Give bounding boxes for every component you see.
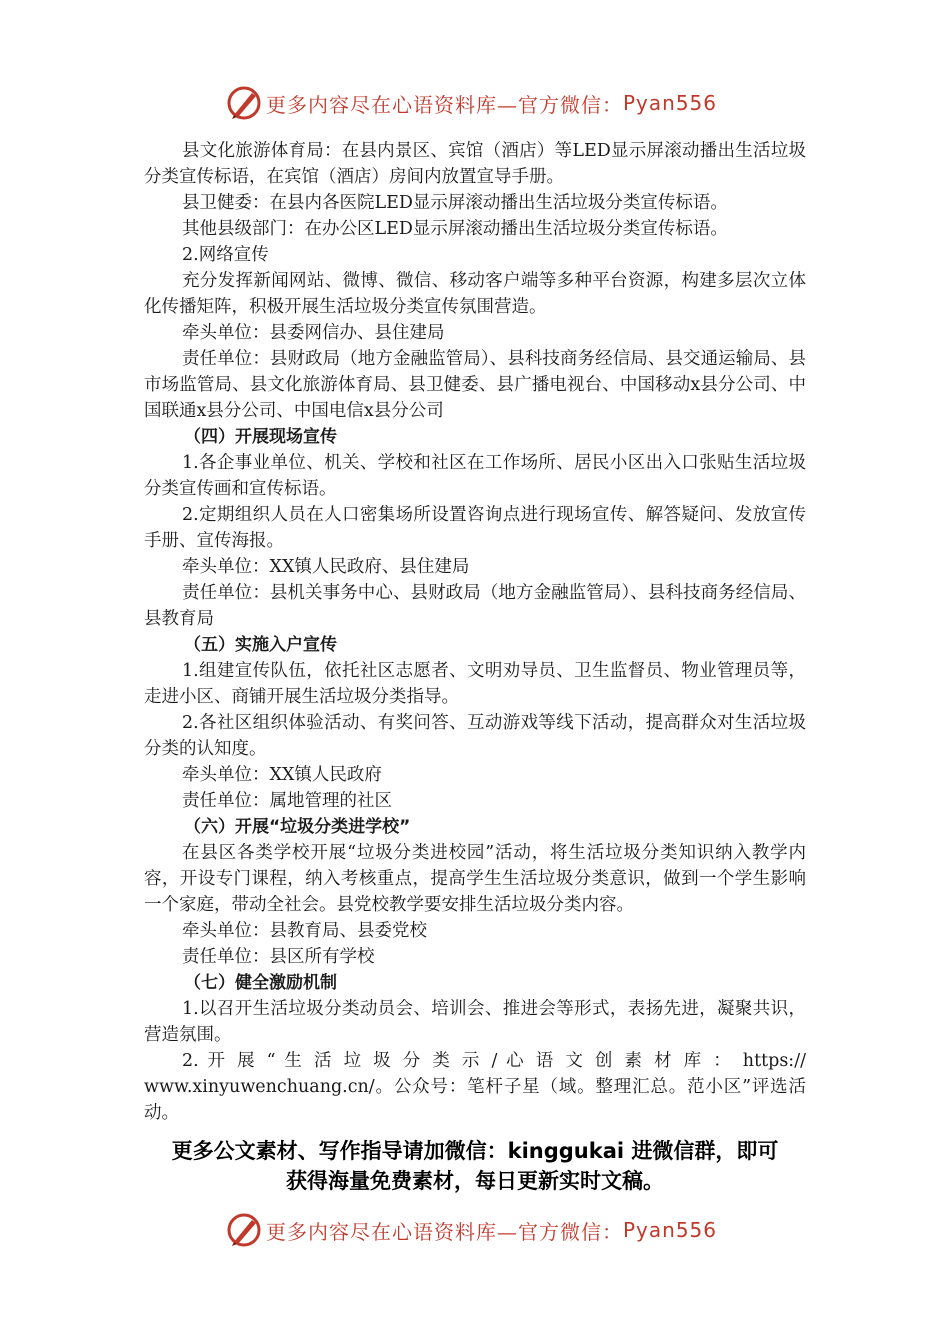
footer-banner (226, 1210, 726, 1250)
paragraph: 牵头单位：XX镇人民政府 (182, 765, 382, 785)
promo-line-2: 获得海量免费素材，每日更新实时文稿。 (286, 1169, 664, 1193)
paragraph: 在县区各类学校开展“垃圾分类进校园”活动，将生活垃圾分类知识纳入教学内容，开设专门课程，纳入考核重点，提高学生生活垃圾分类意识，做到一个学生影响一个家庭，带动全社会。县党校教学要安排生活垃圾分类内容。 (144, 843, 806, 915)
banner-contact: Pyan556 (623, 91, 718, 115)
paragraph: 2.各社区组织体验活动、有奖问答、互动游戏等线下活动，提高群众对生活垃圾分类的认知度。 (144, 713, 806, 759)
paragraph: 2.定期组织人员在人口密集场所设置咨询点进行现场宣传、解答疑问、发放宣传手册、宣传海报。 (144, 505, 806, 551)
paragraph-line: www.xinyuwenchuang.cn/。公众号：笔杆子星（域。整理汇总。范小区”评选活动。 (144, 1077, 806, 1123)
promo-line-1: 更多公文素材、写作指导请加微信：kinggukai 进微信群，即可 (171, 1139, 779, 1163)
paragraph: 其他县级部门：在办公区LED显示屏滚动播出生活垃圾分类宣传标语。 (182, 219, 728, 239)
paragraph: 县文化旅游体育局：在县内景区、宾馆（酒店）等LED显示屏滚动播出生活垃圾分类宣传标语，在宾馆（酒店）房间内放置宣导手册。 (144, 141, 806, 187)
pen-logo-icon (226, 1212, 262, 1248)
header-banner (226, 83, 726, 123)
section-heading: （四）开展现场宣传 (184, 427, 337, 447)
paragraph: 充分发挥新闻网站、微博、微信、移动客户端等多种平台资源，构建多层次立体化传播矩阵，积极开展生活垃圾分类宣传氛围营造。 (144, 271, 806, 317)
paragraph: 责任单位：县区所有学校 (182, 947, 375, 967)
banner-contact: Pyan556 (623, 1218, 718, 1242)
paragraph: 1.以召开生活垃圾分类动员会、培训会、推进会等形式，表扬先进，凝聚共识，营造氛围。 (144, 999, 806, 1045)
paragraph: 1.各企事业单位、机关、学校和社区在工作场所、居民小区出入口张贴生活垃圾分类宣传画和宣传标语。 (144, 453, 806, 499)
banner-text: 更多内容尽在心语资料库—官方微信： (266, 1219, 623, 1244)
section-heading: （七）健全激励机制 (184, 973, 337, 993)
paragraph: 2.网络宣传 (182, 245, 269, 265)
document-body (144, 138, 806, 1126)
paragraph: 牵头单位：XX镇人民政府、县住建局 (182, 557, 470, 577)
paragraph: 1.组建宣传队伍，依托社区志愿者、文明劝导员、卫生监督员、物业管理员等，走进小区、商铺开展生活垃圾分类指导。 (144, 661, 806, 707)
banner-text: 更多内容尽在心语资料库—官方微信： (266, 92, 623, 117)
section-heading: （六）开展“垃圾分类进学校” (184, 817, 411, 837)
promo-notice (120, 1136, 830, 1196)
paragraph: 责任单位：县财政局（地方金融监管局）、县科技商务经信局、县交通运输局、县市场监管局、县文化旅游体育局、县卫健委、县广播电视台、中国移动x县分公司、中国联通x县分公司、中国电信x县分公司 (144, 349, 806, 421)
paragraph: 牵头单位：县教育局、县委党校 (182, 921, 427, 941)
paragraph: 牵头单位：县委网信办、县住建局 (182, 323, 445, 343)
paragraph: 责任单位：县机关事务中心、县财政局（地方金融监管局）、县科技商务经信局、县教育局 (144, 583, 806, 629)
paragraph: 责任单位：属地管理的社区 (182, 791, 392, 811)
section-heading: （五）实施入户宣传 (184, 635, 337, 655)
paragraph: 县卫健委：在县内各医院LED显示屏滚动播出生活垃圾分类宣传标语。 (182, 193, 728, 213)
paragraph-line: 2. 开 展 “ 生 活 垃 圾 分 类 示 / 心 语 文 创 素 材 库 ： https:// (182, 1051, 806, 1071)
pen-logo-icon (226, 85, 262, 121)
